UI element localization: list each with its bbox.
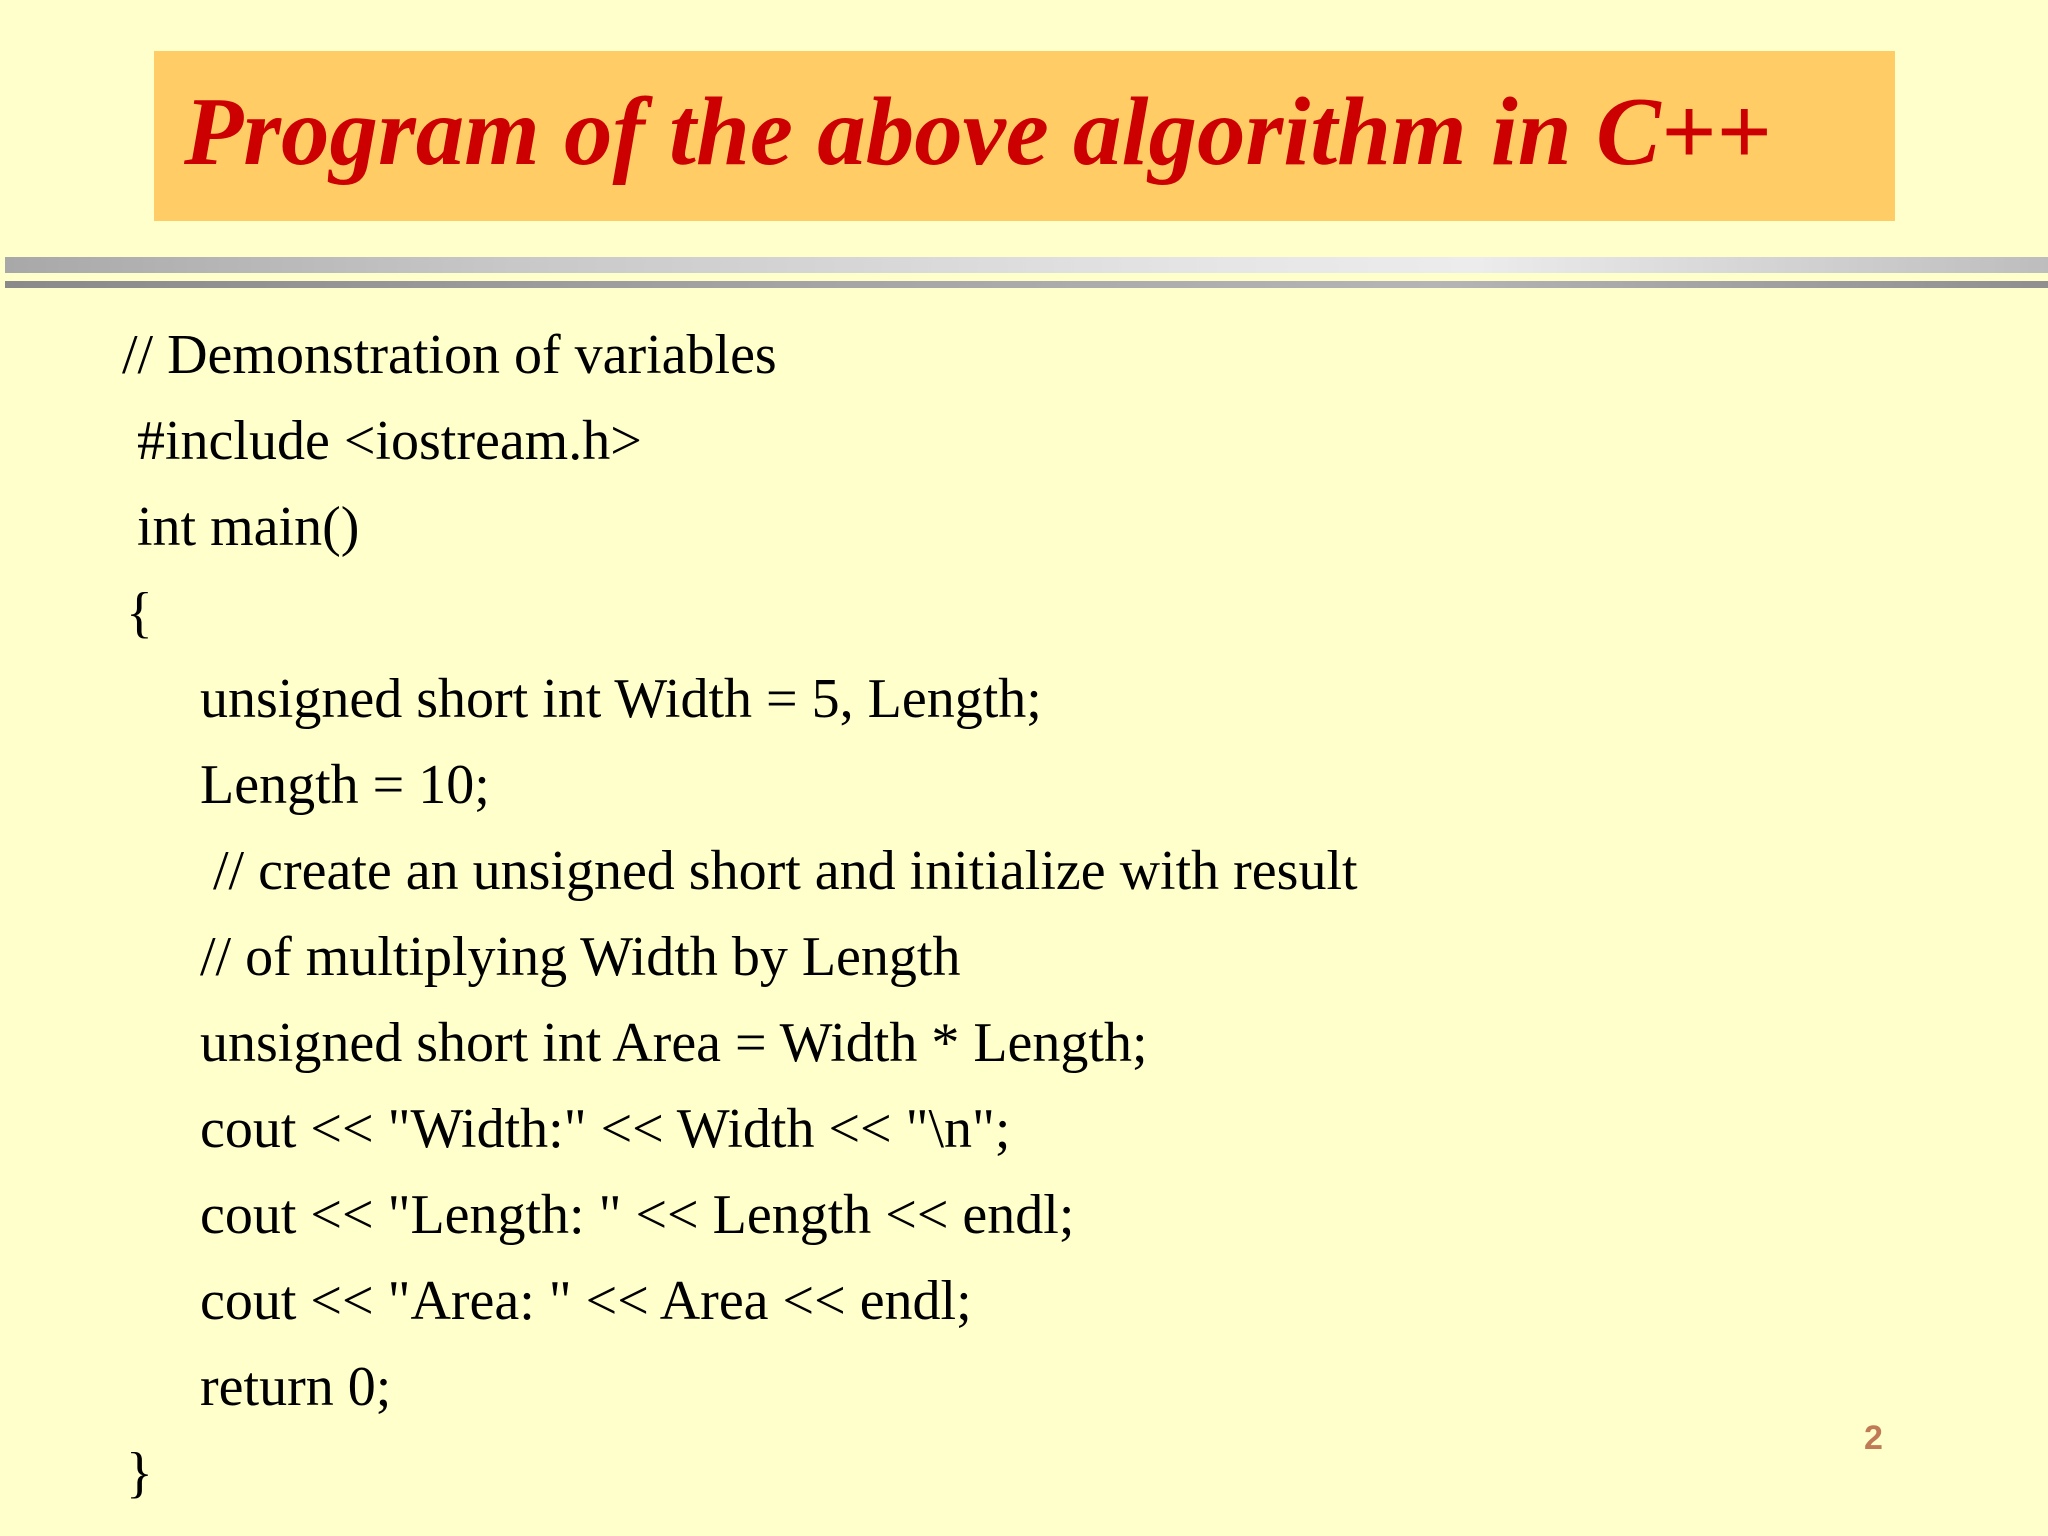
code-line-5: unsigned short int Width = 5, Length; <box>200 668 1042 730</box>
code-line-8: // of multiplying Width by Length <box>200 926 961 988</box>
code-line-3: int main() <box>137 496 360 558</box>
code-line-11: cout << "Length: " << Length << endl; <box>200 1184 1075 1246</box>
code-line-9: unsigned short int Area = Width * Length; <box>200 1012 1148 1074</box>
code-line-14: } <box>126 1442 153 1504</box>
divider-top <box>5 257 2048 273</box>
slide-title: Program of the above algorithm in C++ <box>184 78 1772 185</box>
code-line-1: // Demonstration of variables <box>122 324 777 386</box>
code-line-4: { <box>126 582 153 644</box>
code-line-13: return 0; <box>200 1356 392 1418</box>
code-line-10: cout << "Width:" << Width << "\n"; <box>200 1098 1011 1160</box>
code-line-6: Length = 10; <box>200 754 490 816</box>
title-box <box>154 51 1895 221</box>
code-line-7: // create an unsigned short and initialize with result <box>213 840 1358 902</box>
code-line-2: #include <iostream.h> <box>137 410 642 472</box>
divider-bottom <box>5 281 2048 288</box>
page-number: 2 <box>1864 1419 1883 1457</box>
code-line-12: cout << "Area: " << Area << endl; <box>200 1270 972 1332</box>
